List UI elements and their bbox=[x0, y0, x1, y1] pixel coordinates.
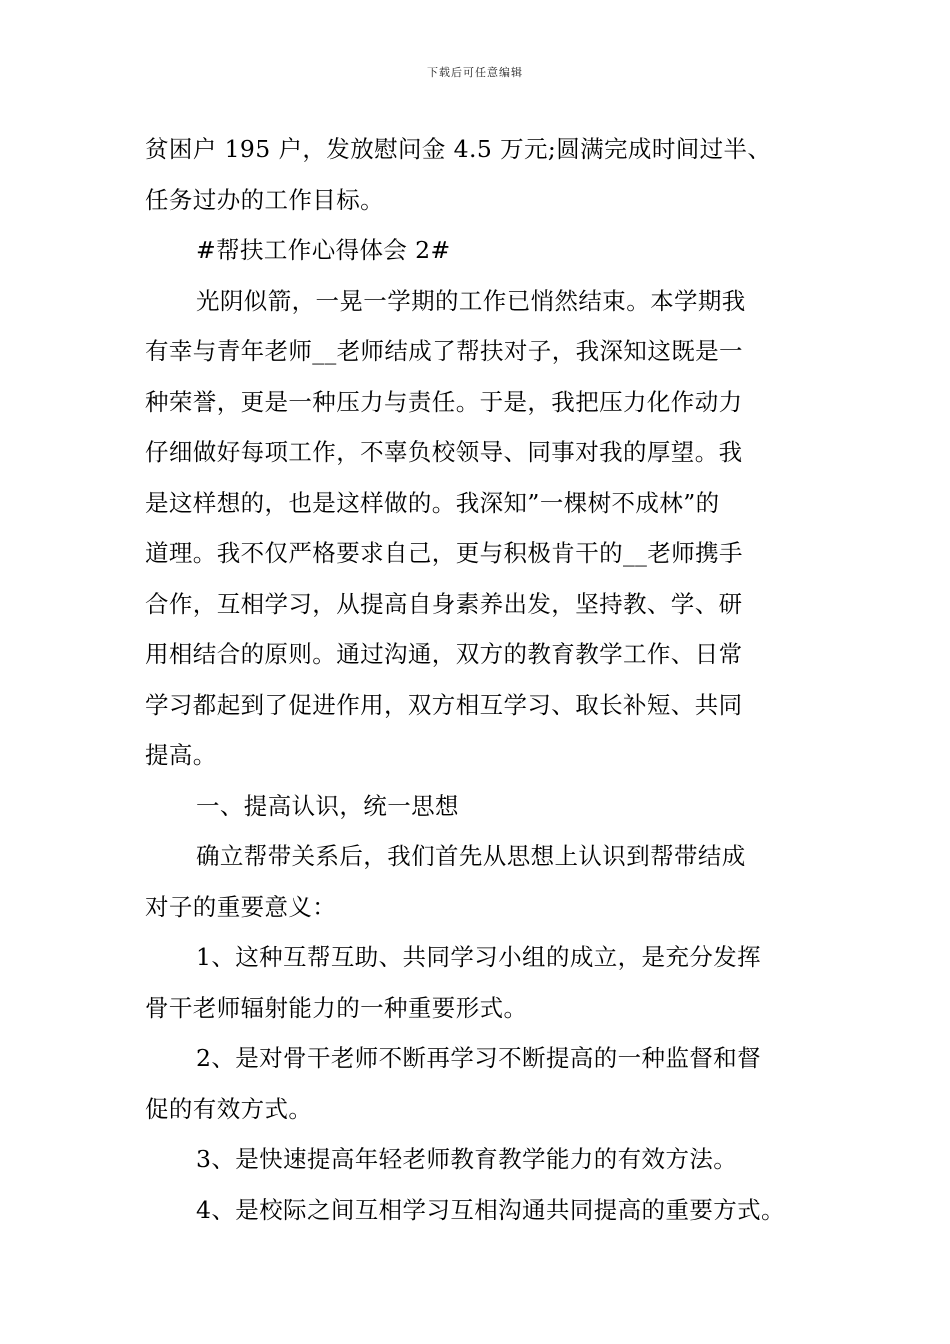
paragraph-line: 用相结合的原则。通过沟通，双方的教育教学工作、日常 bbox=[145, 640, 743, 668]
paragraph-line: 仔细做好每项工作，不辜负校领导、同事对我的厚望。我 bbox=[145, 438, 743, 466]
list-item-continuation: 骨干老师辐射能力的一种重要形式。 bbox=[145, 993, 528, 1022]
paragraph-line: 对子的重要意义： bbox=[145, 892, 337, 921]
document-body bbox=[145, 124, 810, 1235]
paragraph-line: 学习都起到了促进作用，双方相互学习、取长补短、共同 bbox=[145, 690, 743, 719]
paragraph-line: 道理。我不仅严格要求自己，更与积极肯干的__老师携手 bbox=[145, 539, 743, 567]
page-header: 下载后可任意编辑 bbox=[427, 66, 523, 79]
paragraph-line: 光阴似箭，一晃一学期的工作已悄然结束。本学期我 bbox=[196, 286, 746, 315]
list-item: 2、是对骨干老师不断再学习不断提高的一种监督和督 bbox=[196, 1044, 762, 1072]
paragraph-line: 贫困户 195 户，发放慰问金 4.5 万元;圆满完成时间过半、 bbox=[145, 135, 772, 163]
section-heading: #帮扶工作心得体会 2# bbox=[196, 236, 451, 264]
paragraph-line: 确立帮带关系后，我们首先从思想上认识到帮带结成 bbox=[196, 842, 746, 870]
list-item: 4、是校际之间互相学习互相沟通共同提高的重要方式。 bbox=[196, 1195, 785, 1224]
list-item: 1、这种互帮互助、共同学习小组的成立，是充分发挥 bbox=[196, 943, 762, 971]
paragraph-line: 提高。 bbox=[145, 741, 217, 769]
paragraph-line: 任务过办的工作目标。 bbox=[145, 185, 384, 214]
list-item-continuation: 促的有效方式。 bbox=[145, 1094, 313, 1123]
paragraph-line: 有幸与青年老师__老师结成了帮扶对子，我深知这既是一 bbox=[145, 337, 743, 365]
list-item: 3、是快速提高年轻老师教育教学能力的有效方法。 bbox=[196, 1145, 738, 1173]
paragraph-line: 是这样想的，也是这样做的。我深知”一棵树不成林”的 bbox=[145, 488, 720, 517]
paragraph-line: 种荣誉，更是一种压力与责任。于是，我把压力化作动力 bbox=[145, 387, 743, 416]
paragraph-line: 合作，互相学习，从提高自身素养出发，坚持教、学、研 bbox=[145, 589, 743, 618]
section-heading: 一、提高认识，统一思想 bbox=[196, 791, 459, 820]
